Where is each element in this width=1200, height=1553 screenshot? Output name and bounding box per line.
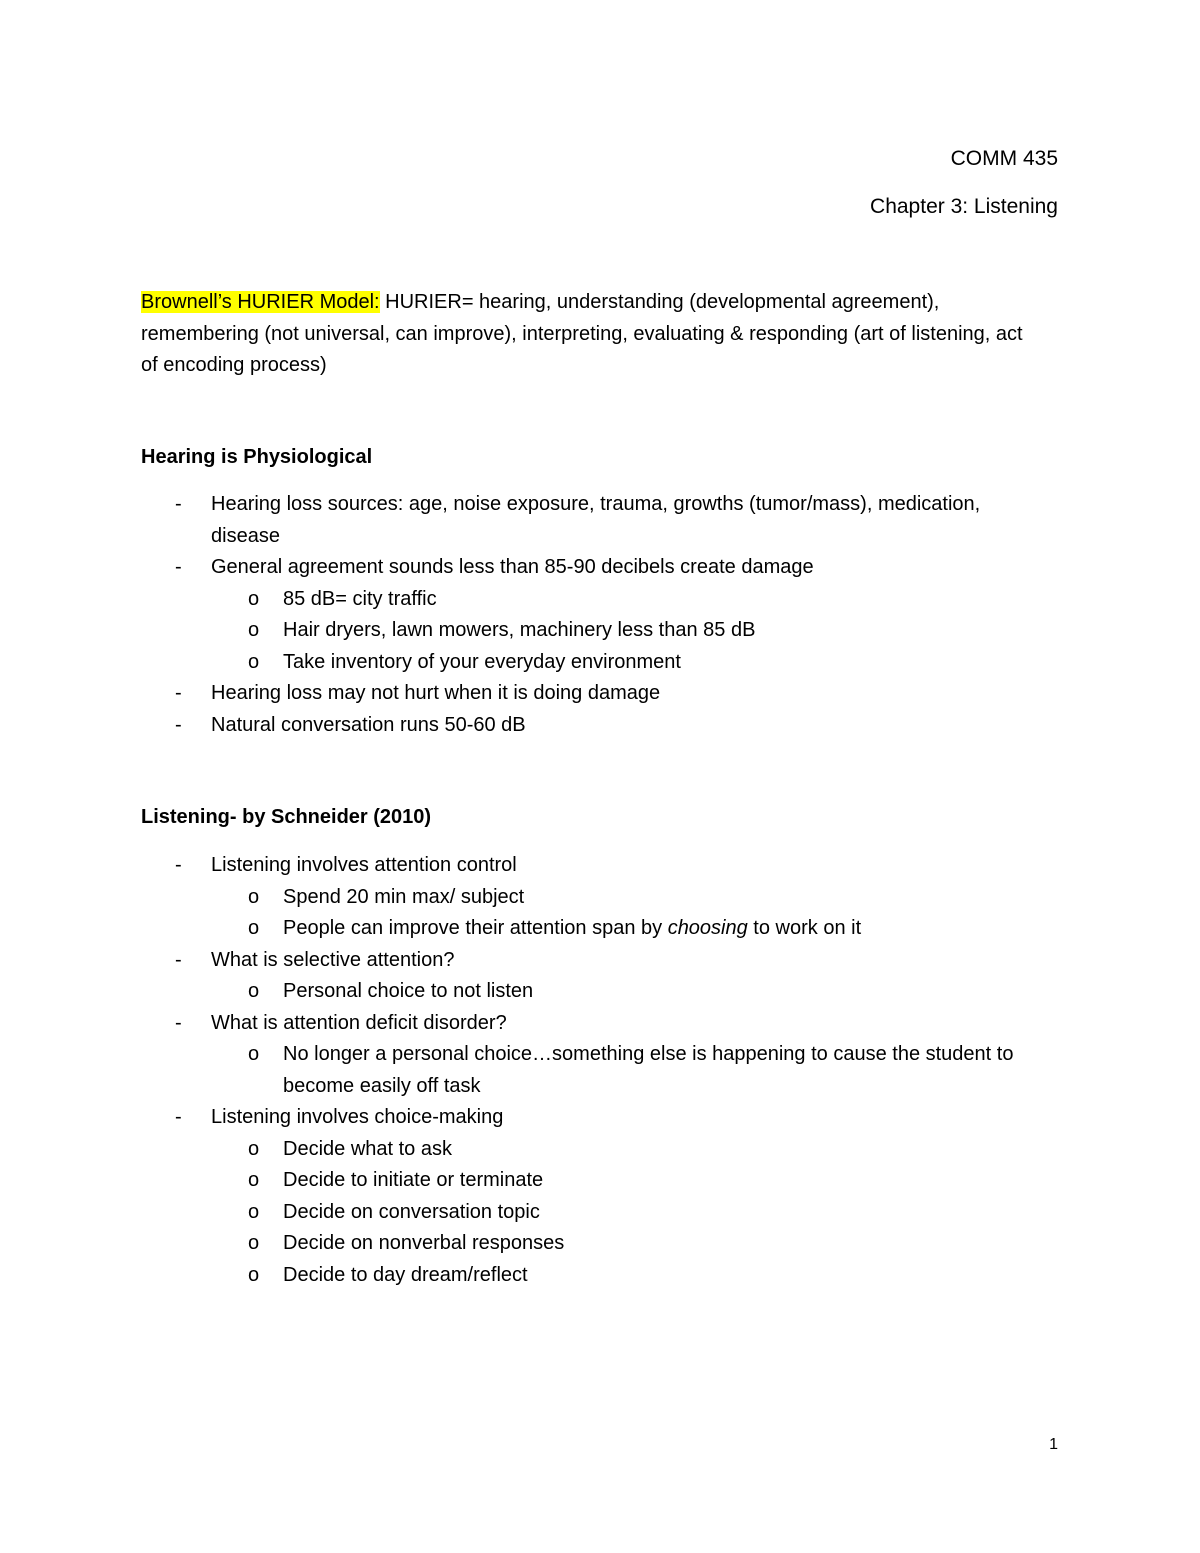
- section-heading-hearing: Hearing is Physiological: [141, 446, 373, 468]
- sub-list-item: [0, 913, 1200, 945]
- sub-list-item-text: [283, 913, 1051, 945]
- list-item-text: What is attention deficit disorder?: [211, 1011, 507, 1034]
- sub-list-item: [0, 584, 1200, 616]
- sub-list-item-text: Spend 20 min max/ subject: [283, 885, 525, 908]
- circle-bullet: o: [248, 1137, 260, 1160]
- sub-list-item-text: Decide on conversation topic: [283, 1200, 540, 1223]
- section-heading-listening: Listening- by Schneider (2010): [141, 806, 432, 828]
- list-item: [0, 552, 1200, 584]
- list-item: [0, 945, 1200, 977]
- circle-bullet: o: [248, 980, 260, 1002]
- circle-bullet: o: [248, 1200, 260, 1223]
- dash-bullet: -: [175, 1011, 182, 1034]
- dash-bullet: -: [175, 854, 182, 876]
- circle-bullet: o: [248, 587, 260, 610]
- sub-list-item-text: 85 dB= city traffic: [283, 587, 437, 610]
- sub-list-item-text: Decide to initiate or terminate: [283, 1169, 544, 1191]
- list-item: [0, 678, 1200, 710]
- chapter-title: Chapter 3: Listening: [870, 195, 1058, 218]
- list-item: [0, 1008, 1200, 1040]
- sub-list-item-text: Decide on nonverbal responses: [283, 1232, 565, 1254]
- list-item: [0, 489, 1200, 552]
- sub-list-item: [0, 882, 1200, 914]
- circle-bullet: o: [248, 885, 260, 908]
- text-after-emphasis: to work on it: [747, 917, 862, 939]
- dash-bullet: -: [175, 682, 182, 704]
- list-item-text: General agreement sounds less than 85-90 decibels create damage: [211, 556, 814, 578]
- emphasized-word: choosing: [667, 917, 748, 939]
- list-item-text: Hearing loss may not hurt when it is doing damage: [211, 682, 661, 704]
- course-code: COMM 435: [950, 147, 1058, 170]
- circle-bullet: o: [248, 1169, 260, 1191]
- hurier-model-paragraph: [141, 287, 1041, 382]
- listening-list: [0, 850, 1200, 1291]
- sub-list-item: [0, 976, 1200, 1008]
- list-item-text: Natural conversation runs 50-60 dB: [211, 713, 526, 736]
- list-item-text: Listening involves choice-making: [211, 1106, 504, 1128]
- dash-bullet: -: [175, 1106, 182, 1128]
- sub-list-item-text: Hair dryers, lawn mowers, machinery less than 85 dB: [283, 619, 756, 641]
- circle-bullet: o: [248, 1263, 260, 1286]
- circle-bullet: o: [248, 619, 260, 641]
- sub-list-item: [0, 1039, 1200, 1102]
- circle-bullet: o: [248, 1043, 260, 1065]
- list-item-text: What is selective attention?: [211, 948, 455, 971]
- list-item: [0, 710, 1200, 742]
- sub-list-item-text: Take inventory of your everyday environment: [283, 650, 681, 673]
- sub-list-item-text: Personal choice to not listen: [283, 980, 534, 1002]
- sub-list-item: [0, 1134, 1200, 1166]
- sub-list-item: [0, 1165, 1200, 1197]
- sub-list-item-text: No longer a personal choice…something else is happening to cause the student to become easily off task: [283, 1043, 1014, 1097]
- sub-list-item-text: Decide what to ask: [283, 1137, 452, 1160]
- sub-list-item: [0, 615, 1200, 647]
- sub-list-item-text: Decide to day dream/reflect: [283, 1263, 528, 1286]
- dash-bullet: -: [175, 556, 182, 578]
- list-item-text: Listening involves attention control: [211, 854, 517, 876]
- sub-list-item: [0, 1228, 1200, 1260]
- circle-bullet: o: [248, 1232, 260, 1254]
- dash-bullet: -: [175, 713, 182, 736]
- sub-list-item: [0, 647, 1200, 679]
- dash-bullet: -: [175, 493, 182, 515]
- circle-bullet: o: [248, 917, 260, 939]
- dash-bullet: -: [175, 948, 182, 971]
- highlighted-term: Brownell’s HURIER Model:: [141, 291, 380, 313]
- list-item: [0, 850, 1200, 882]
- hurier-model-description: HURIER= hearing, understanding (developmental agreement), remembering (not universal, can improve), interpreting, evaluating & responding (art of listening, act of encoding process): [141, 291, 1023, 376]
- list-item-text: Hearing loss sources: age, noise exposure, trauma, growths (tumor/mass), medication, disease: [211, 493, 981, 547]
- list-item: [0, 1102, 1200, 1134]
- sub-list-item: [0, 1197, 1200, 1229]
- sub-list-item: [0, 1260, 1200, 1292]
- circle-bullet: o: [248, 650, 260, 673]
- page-number: 1: [1049, 1436, 1058, 1453]
- text-before-emphasis: People can improve their attention span by: [283, 917, 668, 939]
- hearing-list: [0, 489, 1200, 741]
